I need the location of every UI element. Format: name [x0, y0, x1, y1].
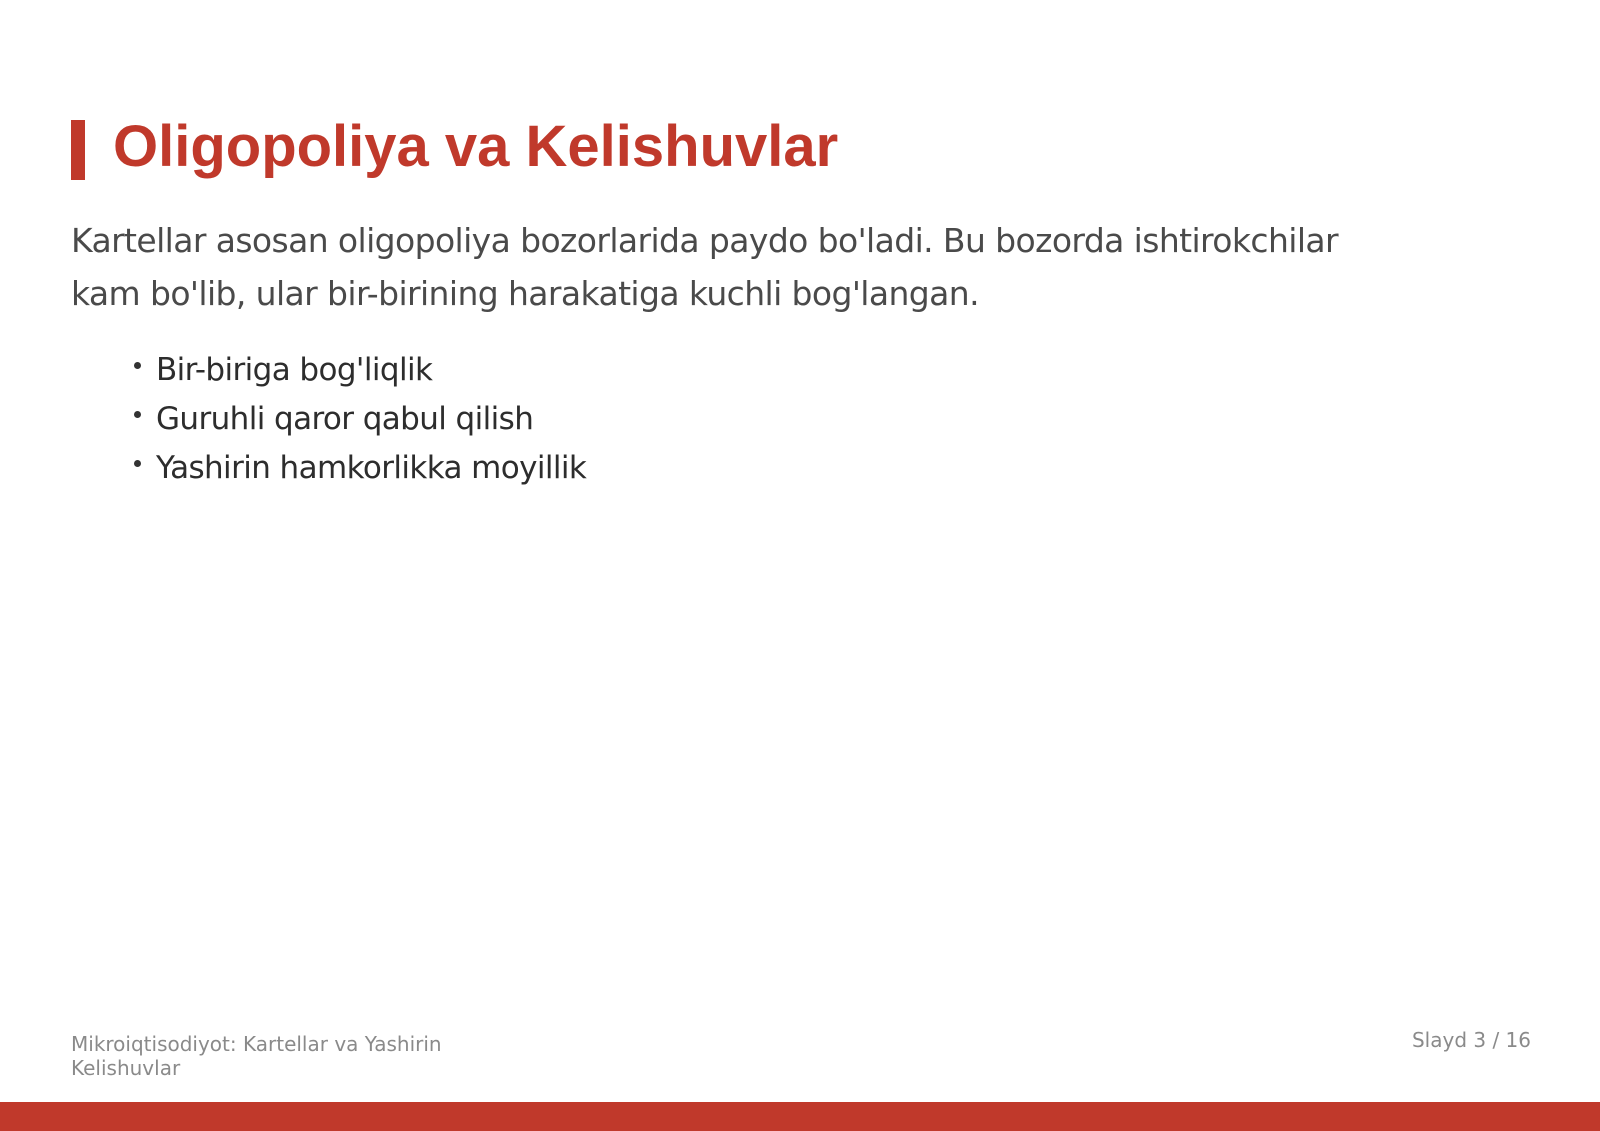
intro-paragraph: Kartellar asosan oligopoliya bozorlarida paydo bo'ladi. Bu bozorda ishtirokchilar kam bo'lib, ular bir-birining harakatiga kuchli bog'langan.	[71, 221, 1338, 313]
bullet-icon	[134, 362, 141, 369]
list-item-text: Bir-biriga bog'liqlik	[156, 352, 433, 388]
list-item-text: Guruhli qaror qabul qilish	[156, 401, 534, 437]
bullet-icon	[134, 411, 141, 418]
list-item	[134, 444, 586, 493]
list-item-text: Yashirin hamkorlikka moyillik	[156, 450, 587, 486]
bullet-list	[134, 346, 586, 493]
list-item	[134, 395, 586, 444]
title-accent-bar	[71, 120, 85, 180]
list-item	[134, 346, 586, 395]
slide-title: Oligopoliya va Kelishuvlar	[113, 113, 839, 179]
slide-counter: Slayd 3 / 16	[1411, 1028, 1531, 1052]
bottom-accent-band	[0, 1102, 1600, 1131]
bullet-icon	[134, 460, 141, 467]
title-block	[71, 110, 838, 182]
footer-presentation-title: Mikroiqtisodiyot: Kartellar va Yashirin Kelishuvlar	[71, 1032, 442, 1080]
